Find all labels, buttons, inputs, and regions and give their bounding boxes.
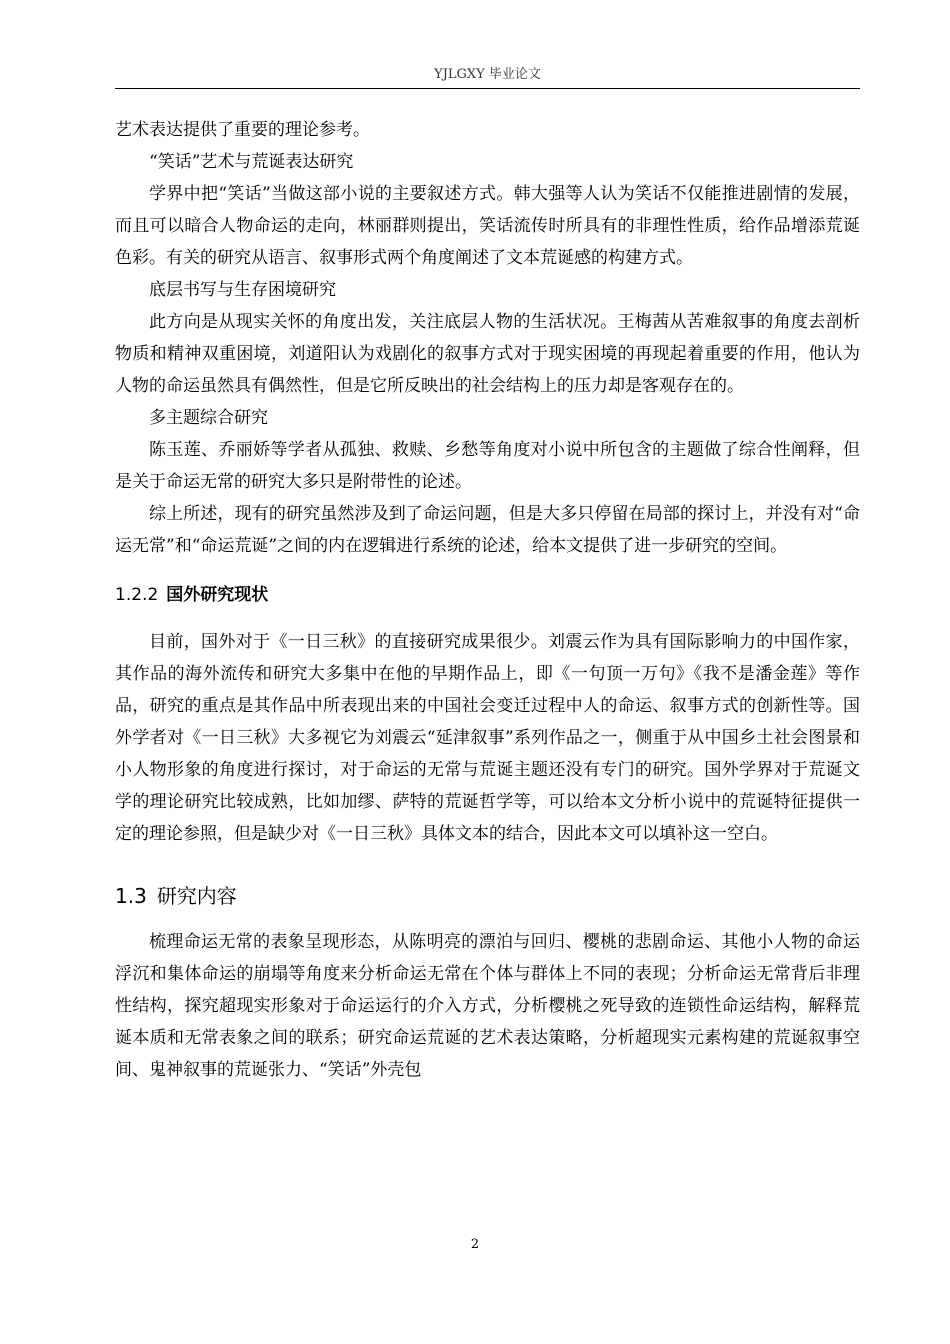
paragraph-continued: 艺术表达提供了重要的理论参考。 [115,120,370,140]
paragraph-summary: 综上所述，现有的研究虽然涉及到了命运问题，但是大多只停留在局部的探讨上，并没有对“命运无常”和“命运荒诞”之间的内在逻辑进行系统的论述，给本文提供了进一步研究的空间。 [115,504,860,556]
subtopic-heading-duozhuti: 多主题综合研究 [149,408,268,428]
subtopic-heading-diceng: 底层书写与生存困境研究 [149,280,336,300]
page-body [115,114,860,1086]
section-heading-1-2-2 [115,579,860,611]
section-title: 国外研究现状 [166,585,269,605]
page-number: 2 [470,1237,480,1252]
section-number: 1.2.2 [115,585,159,605]
paragraph-foreign-research: 目前，国外对于《一日三秋》的直接研究成果很少。刘震云作为具有国际影响力的中国作家，其作品的海外流传和研究大多集中在他的早期作品上，即《一句顶一万句》《我不是潘金莲》等作品，研究的重点是其作品中所表现出来的中国社会变迁过程中人的命运、叙事方式的创新性等。国外学者对《一日三秋》大多视它为刘震云“延津叙事”系列作品之一，侧重于从中国乡土社会图景和小人物形象的角度进行探讨，对于命运的无常与荒诞主题还没有专门的研究。国外学界对于荒诞文学的理论研究比较成熟，比如加缪、萨特的荒诞哲学等，可以给本文分析小说中的荒诞特征提供一定的理论参照，但是缺少对《一日三秋》具体文本的结合，因此本文可以填补这一空白。 [115,632,860,844]
section-heading-1-3 [115,880,860,912]
paragraph-research-content: 梳理命运无常的表象呈现形态，从陈明亮的漂泊与回归、樱桃的悲剧命运、其他小人物的命运浮沉和集体命运的崩塌等角度来分析命运无常在个体与群体上不同的表现；分析命运无常背后非理性结构，探究超现实形象对于命运运行的介入方式，分析樱桃之死导致的连锁性命运结构，解释荒诞本质和无常表象之间的联系；研究命运荒诞的艺术表达策略，分析超现实元素构建的荒诞叙事空间、鬼神叙事的荒诞张力、“笑话”外壳包 [115,932,860,1080]
section-number: 1.3 [115,884,147,908]
paragraph-xiaohua: 学界中把“笑话”当做这部小说的主要叙述方式。韩大强等人认为笑话不仅能推进剧情的发展，而且可以暗合人物命运的走向，林丽群则提出，笑话流传时所具有的非理性性质，给作品增添荒诞色彩。有关的研究从语言、叙事形式两个角度阐述了文本荒诞感的构建方式。 [115,184,860,268]
running-header: YJLGXY 毕业论文 [434,67,541,82]
paragraph-duozhuti: 陈玉莲、乔丽娇等学者从孤独、救赎、乡愁等角度对小说中所包含的主题做了综合性阐释，但是关于命运无常的研究大多只是附带性的论述。 [115,440,860,492]
subtopic-heading-xiaohua: “笑话”艺术与荒诞表达研究 [149,152,354,172]
header-rule [115,88,860,89]
section-title: 研究内容 [156,884,237,908]
paragraph-diceng: 此方向是从现实关怀的角度出发，关注底层人物的生活状况。王梅茜从苦难叙事的角度去剖析物质和精神双重困境，刘道阳认为戏剧化的叙事方式对于现实困境的再现起着重要的作用，他认为人物的命运虽然具有偶然性，但是它所反映出的社会结构上的压力却是客观存在的。 [115,312,860,396]
